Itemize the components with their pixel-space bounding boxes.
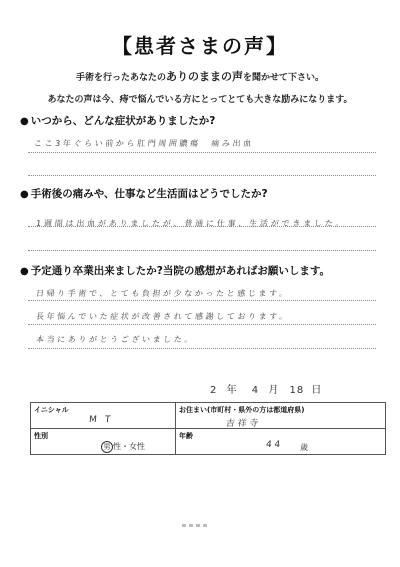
page-title: 【患者さまの声】 [112, 34, 288, 58]
initial-value: M T [88, 415, 114, 425]
gender-female: 女性 [129, 442, 145, 451]
gender-male-suffix: 性 [113, 442, 121, 451]
answer-rule [28, 175, 376, 176]
initial-label: イニシャル [34, 406, 69, 414]
answer-rule [28, 226, 376, 227]
date-month-unit: 月 [268, 385, 279, 396]
answer-rule [28, 324, 376, 325]
age-cell [176, 429, 386, 455]
age-label: 年齢 [179, 432, 193, 440]
gender-label: 性別 [34, 432, 48, 440]
gender-options [101, 441, 145, 453]
address-label: お住まい(市町村・県外の方は都道府県) [179, 406, 305, 414]
question-1-label: いつから、どんな症状がありましたか? [30, 115, 216, 127]
intro-line-2: あなたの声は今、痔で悩んでいる方にとってとても大きな励みになります。 [47, 95, 353, 105]
answer-rule [28, 348, 376, 349]
age-unit: 歳 [300, 443, 308, 452]
date-month: 4 [251, 385, 260, 396]
initial-cell [31, 403, 176, 429]
bullet-icon: ● [20, 116, 29, 127]
intro-line-1-emphasis: ありのままの声 [166, 70, 243, 83]
intro-line-1-pre: 手術を行ったあなたの [75, 73, 166, 83]
date-day-unit: 日 [311, 385, 322, 396]
question-1 [20, 113, 215, 128]
address-value: 吉祥寺 [225, 419, 262, 429]
gender-male-selected: 男 [101, 441, 113, 453]
answer-3-line-3: 本当にありがとうございました。 [35, 335, 196, 344]
answer-3-line-1: 日帰り手術で、とても負担が少なかったと感じます。 [35, 289, 291, 298]
date-year-unit: 年 [226, 385, 237, 396]
patient-info-table [30, 402, 386, 455]
intro-line-1 [0, 68, 400, 84]
answer-rule [28, 152, 376, 153]
question-2 [20, 186, 268, 201]
question-3 [20, 263, 330, 278]
gender-cell [31, 429, 176, 455]
date [210, 381, 321, 396]
answer-rule [28, 250, 376, 251]
address-cell [176, 403, 386, 429]
date-day: 18 [289, 385, 305, 396]
punch-hole-marks [182, 512, 222, 517]
answer-2-text: 1週間は出血がありましたが、普通に仕事、生活ができました。 [35, 219, 347, 228]
answer-1-line-1: ここ3年ぐらい前から肛門周囲膿瘍 痛み出血 [33, 139, 255, 148]
intro-line-1-post: を聞かせて下さい。 [243, 73, 325, 83]
question-2-label: 手術後の痛みや、仕事など生活面はどうでしたか? [30, 188, 268, 200]
question-3-label: 予定通り卒業出来ましたか?当院の感想があればお願いします。 [30, 265, 330, 277]
bullet-icon: ● [20, 189, 29, 200]
answer-rule [28, 300, 376, 301]
date-year: 2 [210, 385, 218, 396]
answer-3-line-2: 長年悩んでいた症状が改善されて感謝しております。 [35, 312, 291, 321]
age-value: 44 [265, 440, 284, 450]
gender-separator: ・ [121, 442, 129, 451]
bullet-icon: ● [20, 266, 29, 277]
